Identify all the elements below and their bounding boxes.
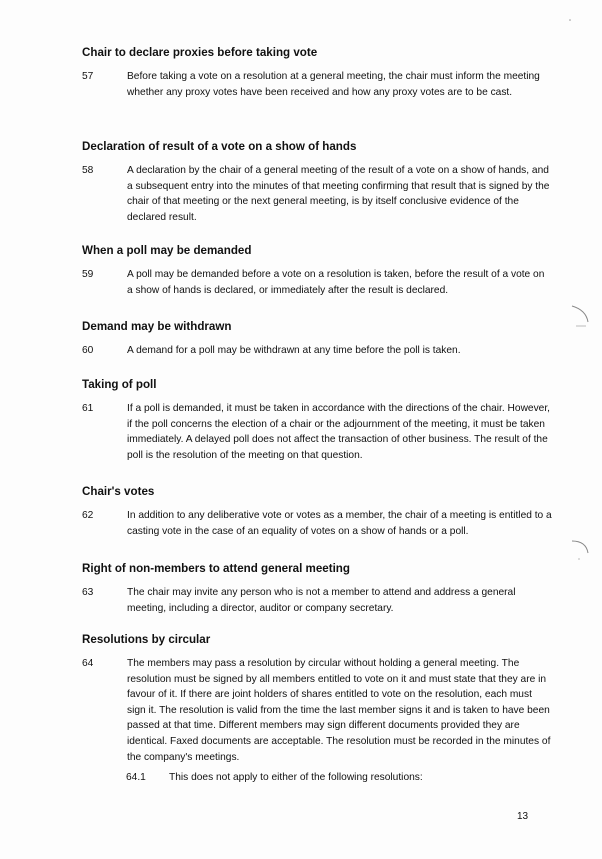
page-number: 13 (517, 811, 529, 822)
clause (82, 508, 552, 539)
clause-number: 64 (82, 658, 94, 669)
clause (82, 267, 552, 298)
subclause-64-1 (126, 770, 423, 785)
section-heading: Declaration of result of a vote on a show of hands (82, 140, 357, 153)
clause-number: 58 (82, 165, 94, 176)
scan-speck-icon (566, 16, 576, 26)
clause-number: 59 (82, 269, 94, 280)
clause-number: 60 (82, 345, 94, 356)
clause-text: A declaration by the chair of a general meeting of the result of a vote on a show of hands, and a subsequent entry into the minutes of that meeting confirming that result that is signed by the chair of that meeting or the next general meeting, is by itself conclusive evidence of the declared result. (127, 165, 550, 223)
section-60 (82, 320, 552, 359)
clause-number: 57 (82, 71, 94, 82)
section-64 (82, 633, 552, 765)
clause (82, 585, 552, 616)
subclause-text: This does not apply to either of the following resolutions: (169, 772, 423, 783)
clause (82, 656, 552, 765)
section-heading: Taking of poll (82, 378, 157, 391)
section-heading: Resolutions by circular (82, 633, 211, 646)
section-58 (82, 140, 552, 225)
section-57 (82, 46, 552, 100)
section-59 (82, 244, 552, 298)
section-61 (82, 378, 552, 463)
section-heading: When a poll may be demanded (82, 244, 252, 257)
scan-binding-mark-icon (566, 300, 594, 330)
clause-text: In addition to any deliberative vote or votes as a member, the chair of a meeting is entitled to a casting vote in the case of an equality of votes on a show of hands or a poll. (127, 510, 552, 537)
clause-text: A demand for a poll may be withdrawn at any time before the poll is taken. (127, 345, 461, 356)
section-heading: Demand may be withdrawn (82, 320, 232, 333)
clause (82, 343, 552, 359)
clause-number: 63 (82, 587, 94, 598)
clause-text: If a poll is demanded, it must be taken in accordance with the directions of the chair. However, if the poll concerns the election of a chair or the adjournment of the meeting, it must be taken immediately. A delayed poll does not affect the transaction of other business. The result of the poll is the resolution of the meeting on that question. (127, 403, 551, 461)
section-heading: Chair to declare proxies before taking vote (82, 46, 318, 59)
clause-text: The chair may invite any person who is not a member to attend and address a general meeting, including a director, auditor or company secretary. (127, 587, 516, 614)
section-62 (82, 485, 552, 539)
clause-text: Before taking a vote on a resolution at a general meeting, the chair must inform the meeting whether any proxy votes have been received and how any proxy votes are to be cast. (127, 71, 540, 98)
clause (82, 163, 552, 225)
clause-number: 62 (82, 510, 94, 521)
section-63 (82, 562, 552, 616)
clause (82, 69, 552, 100)
clause (82, 401, 552, 463)
clause-text: A poll may be demanded before a vote on a resolution is taken, before the result of a vote on a show of hands is declared, or immediately after the result is declared. (127, 269, 545, 296)
scan-binding-mark-icon (566, 533, 594, 563)
section-heading: Chair's votes (82, 485, 155, 498)
section-heading: Right of non-members to attend general meeting (82, 562, 350, 575)
clause-text: The members may pass a resolution by circular without holding a general meeting. The resolution must be signed by all members entitled to vote on it and must state that they are in favour of it. If there are joint holders of shares entitled to vote on the resolution, each must sign it. The resolution is valid from the time the last member signs it and is taken to have been passed at that time. Different members may sign different documents provided they are identical. Faxed documents are acceptable. The resolution must be recorded in the minutes of the company's meetings. (127, 658, 551, 763)
subclause-number: 64.1 (126, 772, 146, 783)
clause-number: 61 (82, 403, 94, 414)
